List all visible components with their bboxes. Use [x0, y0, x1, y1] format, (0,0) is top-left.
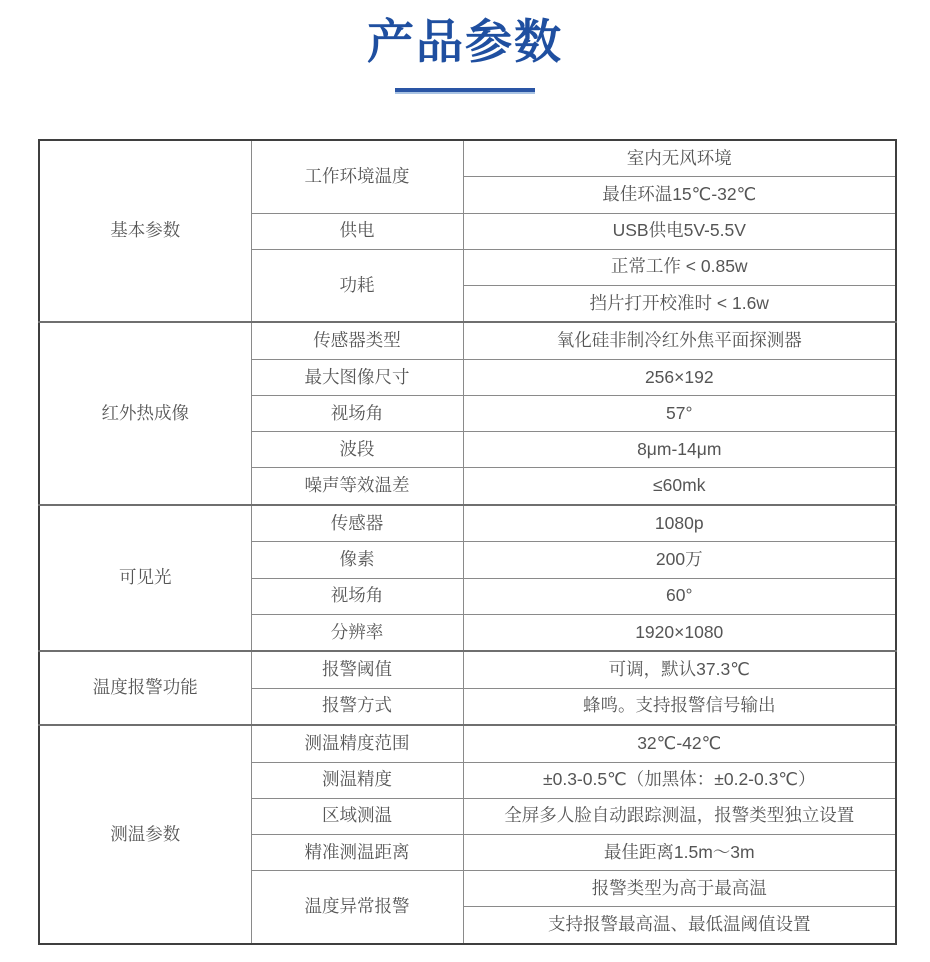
value-cell: 支持报警最高温、最低温阈值设置 [463, 907, 896, 944]
param-cell: 报警方式 [251, 688, 463, 725]
value-cell: ±0.3-0.5℃（加黑体：±0.2-0.3℃） [463, 762, 896, 798]
value-cell: 最佳环温15℃-32℃ [463, 177, 896, 213]
category-cell: 可见光 [39, 505, 251, 651]
param-cell: 波段 [251, 432, 463, 468]
value-cell: 57° [463, 396, 896, 432]
category-cell: 温度报警功能 [39, 651, 251, 725]
value-cell: 可调，默认37.3℃ [463, 651, 896, 688]
table-row [39, 651, 896, 688]
param-cell: 视场角 [251, 396, 463, 432]
table-row [39, 505, 896, 542]
value-cell: 32℃-42℃ [463, 725, 896, 762]
value-cell: 200万 [463, 542, 896, 578]
param-cell: 测温精度 [251, 762, 463, 798]
param-cell: 温度异常报警 [251, 871, 463, 944]
param-cell: 最大图像尺寸 [251, 359, 463, 395]
table-row [39, 140, 896, 177]
spec-table [38, 139, 897, 945]
category-cell: 测温参数 [39, 725, 251, 944]
param-cell: 传感器类型 [251, 322, 463, 359]
value-cell: 1920×1080 [463, 614, 896, 651]
table-row [39, 725, 896, 762]
param-cell: 功耗 [251, 249, 463, 322]
title-underline [395, 88, 535, 94]
value-cell: 蜂鸣。支持报警信号输出 [463, 688, 896, 725]
param-cell: 噪声等效温差 [251, 468, 463, 505]
category-cell: 红外热成像 [39, 322, 251, 504]
category-cell: 基本参数 [39, 140, 251, 322]
value-cell: 氧化硅非制冷红外焦平面探测器 [463, 322, 896, 359]
param-cell: 传感器 [251, 505, 463, 542]
param-cell: 测温精度范围 [251, 725, 463, 762]
param-cell: 像素 [251, 542, 463, 578]
value-cell: 室内无风环境 [463, 140, 896, 177]
value-cell: 全屏多人脸自动跟踪测温，报警类型独立设置 [463, 798, 896, 834]
value-cell: 8μm-14μm [463, 432, 896, 468]
value-cell: 60° [463, 578, 896, 614]
table-row [39, 322, 896, 359]
value-cell: 1080p [463, 505, 896, 542]
value-cell: 正常工作 < 0.85w [463, 249, 896, 285]
value-cell: 256×192 [463, 359, 896, 395]
value-cell: ≤60mk [463, 468, 896, 505]
param-cell: 供电 [251, 213, 463, 249]
value-cell: USB供电5V-5.5V [463, 213, 896, 249]
value-cell: 报警类型为高于最高温 [463, 871, 896, 907]
param-cell: 区域测温 [251, 798, 463, 834]
param-cell: 报警阈值 [251, 651, 463, 688]
value-cell: 最佳距离1.5m～3m [463, 834, 896, 870]
page-header [0, 14, 930, 94]
page-title: 产品参数 [367, 15, 563, 68]
param-cell: 精准测温距离 [251, 834, 463, 870]
param-cell: 视场角 [251, 578, 463, 614]
value-cell: 挡片打开校准时 < 1.6w [463, 285, 896, 322]
param-cell: 工作环境温度 [251, 140, 463, 213]
param-cell: 分辨率 [251, 614, 463, 651]
